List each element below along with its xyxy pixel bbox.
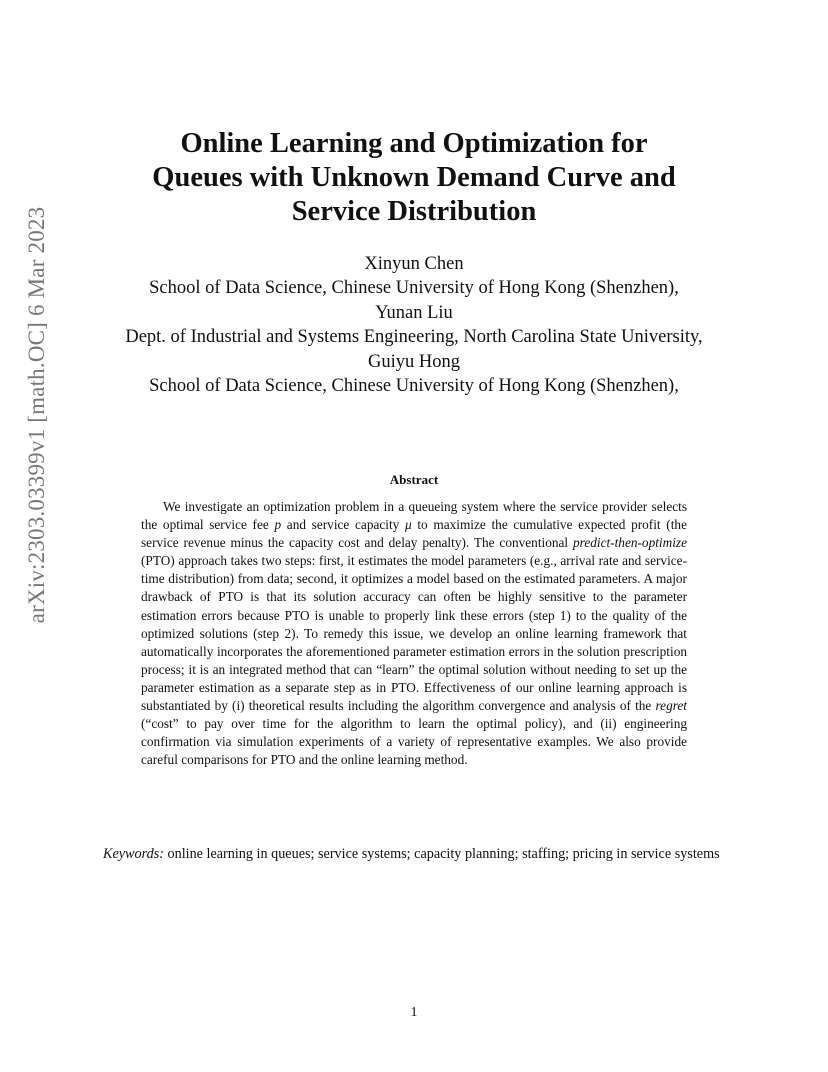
- abstract-text: (PTO) approach takes two steps: first, it estimates the model parameters (e.g., arrival rate and service-time distribution) from data; second, it optimizes a model based on the estimated parameters. A major drawback of PTO is that its solution accuracy can often be highly sensitive to the parameter estimation errors because PTO is unable to properly link these errors (step 1) to the quality of the optimized solutions (step 2). To remedy this issue, we develop an online learning framework that automatically incorporates the aforementioned parameter estimation errors in the solution prescription process; it is an integrated method that can “learn” the optimal solution without needing to set up the parameter estimation as a separate step as in PTO. Effectiveness of our online learning approach is substantiated by (i) theoretical results including the algorithm convergence and analysis of the: [141, 553, 687, 714]
- abstract-heading: Abstract: [389, 472, 439, 487]
- math-var-p: p: [274, 517, 282, 533]
- abstract-body: [141, 498, 687, 769]
- author-affiliation: School of Data Science, Chinese University of Hong Kong (Shenzhen),: [149, 278, 679, 299]
- author-name: Guiyu Hong: [368, 351, 460, 372]
- abstract-text: (“cost” to pay over time for the algorithm to learn the optimal policy), and (ii) engineering confirmation via simulation experiments of a variety of representative examples. We also provide careful comparisons for PTO and the online learning method.: [141, 716, 687, 768]
- title-line: Service Distribution: [291, 196, 537, 227]
- regret-term: regret: [655, 698, 687, 714]
- abstract-text: to maximize the cumulative expected profit (the service revenue minus the capacity cost and delay penalty). The conventional: [141, 517, 687, 551]
- paper-title: [0, 127, 828, 229]
- arxiv-id: arXiv:2303.03399v1 [math.OC] 6 Mar 2023: [24, 206, 49, 624]
- author-block: [0, 252, 828, 398]
- author-name: Yunan Liu: [375, 302, 453, 323]
- math-var-mu: μ: [404, 517, 412, 533]
- author-name: Xinyun Chen: [364, 254, 464, 274]
- abstract-text: and service capacity: [281, 517, 405, 533]
- title-line: Online Learning and Optimization for: [180, 128, 648, 159]
- title-line: Queues with Unknown Demand Curve and: [152, 162, 676, 193]
- keywords: [103, 845, 727, 864]
- keywords-text: online learning in queues; service systems; capacity planning; staffing; pricing in service systems: [163, 846, 720, 862]
- page-number: 1: [410, 1005, 418, 1020]
- abstract-paragraph: [141, 498, 687, 769]
- keywords-label: Keywords:: [103, 846, 164, 862]
- author-affiliation: School of Data Science, Chinese University of Hong Kong (Shenzhen),: [149, 376, 679, 397]
- pto-term: predict-then-optimize: [573, 535, 687, 551]
- abstract-text: We investigate an optimization problem in a queueing system where the service provider selects the optimal service fee: [141, 499, 687, 533]
- author-affiliation: Dept. of Industrial and Systems Engineering, North Carolina State University,: [125, 327, 703, 348]
